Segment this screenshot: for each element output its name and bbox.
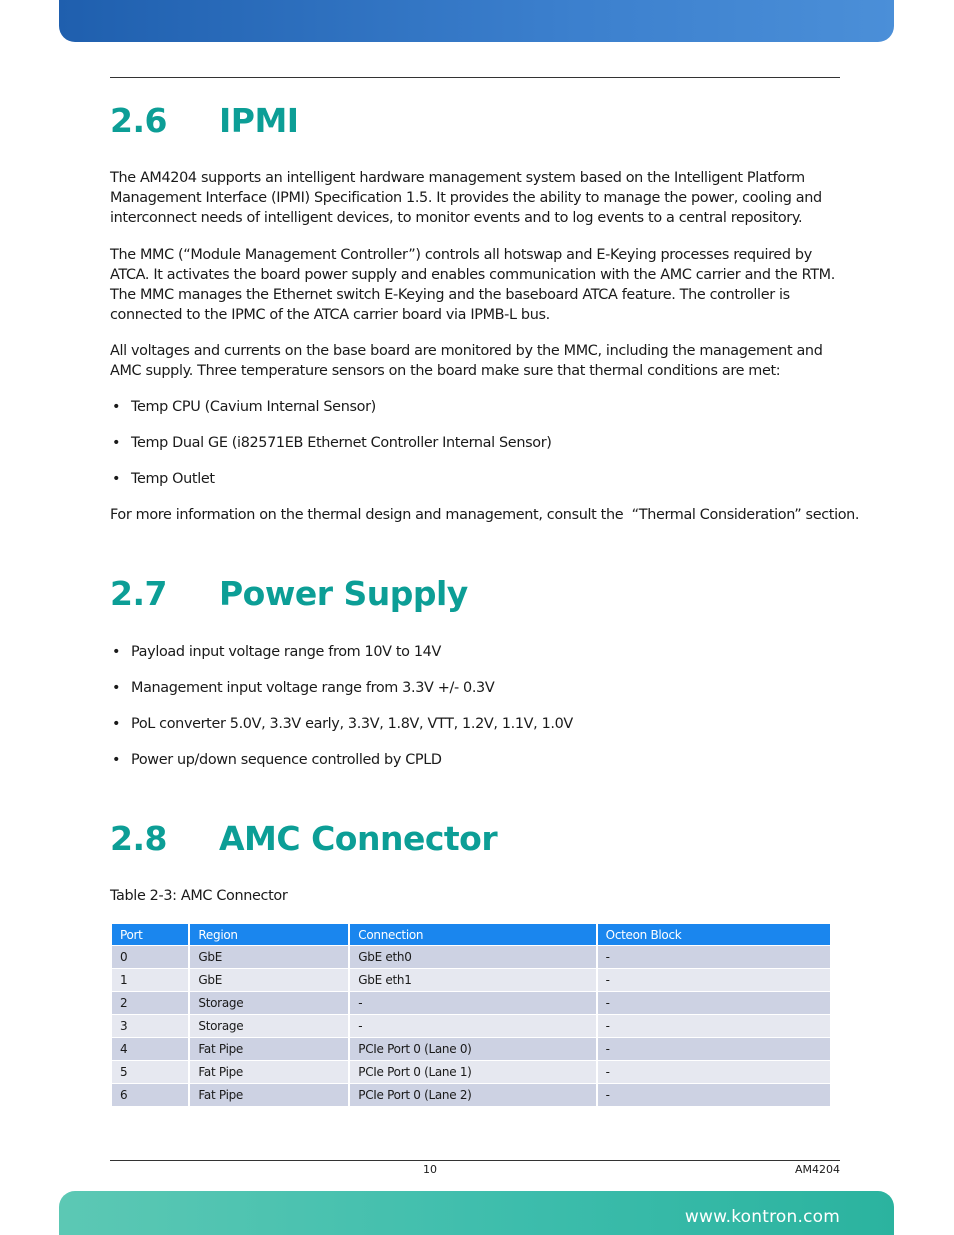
cell-octeon-block: - bbox=[598, 946, 830, 968]
list-item bbox=[112, 678, 494, 698]
cell-connection: PCIe Port 0 (Lane 2) bbox=[350, 1084, 595, 1106]
cell-port: 0 bbox=[112, 946, 188, 968]
section-heading-amc-connector bbox=[110, 819, 497, 858]
ipmi-paragraph-3: All voltages and currents on the base board are monitored by the MMC, including the management and AMC supply. Three temperature sensors on the board make sure that thermal conditions are met: bbox=[110, 343, 823, 379]
cell-octeon-block: - bbox=[598, 969, 830, 991]
cell-connection: - bbox=[350, 992, 595, 1014]
section-number: 2.6 bbox=[110, 101, 167, 140]
bullet-icon: • bbox=[112, 644, 121, 660]
cell-octeon-block: - bbox=[598, 1084, 830, 1106]
bullet-icon: • bbox=[112, 399, 121, 415]
table-row bbox=[112, 1038, 830, 1060]
column-header-port: Port bbox=[112, 924, 188, 945]
list-item bbox=[112, 642, 441, 662]
list-item bbox=[112, 714, 573, 734]
header-band bbox=[59, 0, 894, 42]
list-item bbox=[112, 433, 552, 453]
cell-octeon-block: - bbox=[598, 1061, 830, 1083]
list-item bbox=[112, 750, 442, 770]
ipmi-closing-paragraph: For more information on the thermal design and management, consult the “Thermal Consideration” section. bbox=[110, 507, 860, 523]
cell-port: 2 bbox=[112, 992, 188, 1014]
section-title: Power Supply bbox=[219, 574, 468, 613]
table-row bbox=[112, 946, 830, 968]
ipmi-paragraph-2: The MMC (“Module Management Controller”) controls all hotswap and E-Keying processes required by ATCA. It activates the board power supply and enables communication with the AMC carrier and the RTM. The MMC manages the Ethernet switch E-Keying and the baseboard ATCA feature. The controller is connected to the IPMC of the ATCA carrier board via IPMB-L bus. bbox=[110, 247, 835, 323]
section-title: AMC Connector bbox=[219, 819, 498, 858]
section-number: 2.7 bbox=[110, 574, 167, 613]
cell-connection: - bbox=[350, 1015, 595, 1037]
cell-octeon-block: - bbox=[598, 1015, 830, 1037]
list-item-text: Power up/down sequence controlled by CPLD bbox=[131, 752, 442, 768]
cell-connection: PCIe Port 0 (Lane 0) bbox=[350, 1038, 595, 1060]
list-item-text: Temp Dual GE (i82571EB Ethernet Controller Internal Sensor) bbox=[131, 435, 552, 451]
bullet-icon: • bbox=[112, 435, 121, 451]
cell-region: GbE bbox=[190, 946, 348, 968]
cell-port: 5 bbox=[112, 1061, 188, 1083]
cell-octeon-block: - bbox=[598, 1038, 830, 1060]
list-item-text: Management input voltage range from 3.3V +/- 0.3V bbox=[131, 680, 495, 696]
section-heading-power-supply bbox=[110, 574, 468, 613]
cell-region: Fat Pipe bbox=[190, 1038, 348, 1060]
cell-region: Storage bbox=[190, 992, 348, 1014]
list-item-text: PoL converter 5.0V, 3.3V early, 3.3V, 1.8V, VTT, 1.2V, 1.1V, 1.0V bbox=[131, 716, 573, 732]
cell-region: Fat Pipe bbox=[190, 1061, 348, 1083]
cell-connection: GbE eth1 bbox=[350, 969, 595, 991]
bullet-icon: • bbox=[112, 716, 121, 732]
table-caption: Table 2-3: AMC Connector bbox=[110, 888, 288, 904]
cell-octeon-block: - bbox=[598, 992, 830, 1014]
cell-port: 4 bbox=[112, 1038, 188, 1060]
website-link[interactable]: www.kontron.com bbox=[684, 1207, 840, 1227]
table-row bbox=[112, 992, 830, 1014]
bullet-icon: • bbox=[112, 680, 121, 696]
section-heading-ipmi bbox=[110, 101, 299, 140]
cell-connection: GbE eth0 bbox=[350, 946, 595, 968]
table-row bbox=[112, 969, 830, 991]
table-header-row bbox=[112, 924, 830, 945]
cell-port: 3 bbox=[112, 1015, 188, 1037]
page-number: 10 bbox=[423, 1163, 437, 1176]
list-item bbox=[112, 397, 376, 417]
cell-port: 6 bbox=[112, 1084, 188, 1106]
bullet-icon: • bbox=[112, 471, 121, 487]
table-row bbox=[112, 1084, 830, 1106]
list-item bbox=[112, 469, 215, 489]
amc-connector-table bbox=[110, 923, 832, 1107]
footer-rule bbox=[110, 1160, 840, 1161]
section-title: IPMI bbox=[219, 101, 299, 140]
table-row bbox=[112, 1015, 830, 1037]
table-row bbox=[112, 1061, 830, 1083]
footer-model: AM4204 bbox=[794, 1163, 840, 1176]
column-header-region: Region bbox=[190, 924, 348, 945]
list-item-text: Payload input voltage range from 10V to 14V bbox=[131, 644, 441, 660]
section-number: 2.8 bbox=[110, 819, 167, 858]
cell-region: GbE bbox=[190, 969, 348, 991]
cell-connection: PCIe Port 0 (Lane 1) bbox=[350, 1061, 595, 1083]
column-header-connection: Connection bbox=[350, 924, 595, 945]
cell-region: Fat Pipe bbox=[190, 1084, 348, 1106]
list-item-text: Temp CPU (Cavium Internal Sensor) bbox=[131, 399, 376, 415]
cell-port: 1 bbox=[112, 969, 188, 991]
cell-region: Storage bbox=[190, 1015, 348, 1037]
footer-band bbox=[59, 1191, 894, 1235]
header-rule bbox=[110, 77, 840, 78]
column-header-octeon-block: Octeon Block bbox=[598, 924, 830, 945]
list-item-text: Temp Outlet bbox=[131, 471, 215, 487]
bullet-icon: • bbox=[112, 752, 121, 768]
ipmi-paragraph-1: The AM4204 supports an intelligent hardware management system based on the Intelligent Platform Management Interface (IPMI) Specification 1.5. It provides the ability to manage the power, cooling and interconnect needs of intelligent devices, to monitor events and to log events to a central repository. bbox=[110, 170, 822, 226]
